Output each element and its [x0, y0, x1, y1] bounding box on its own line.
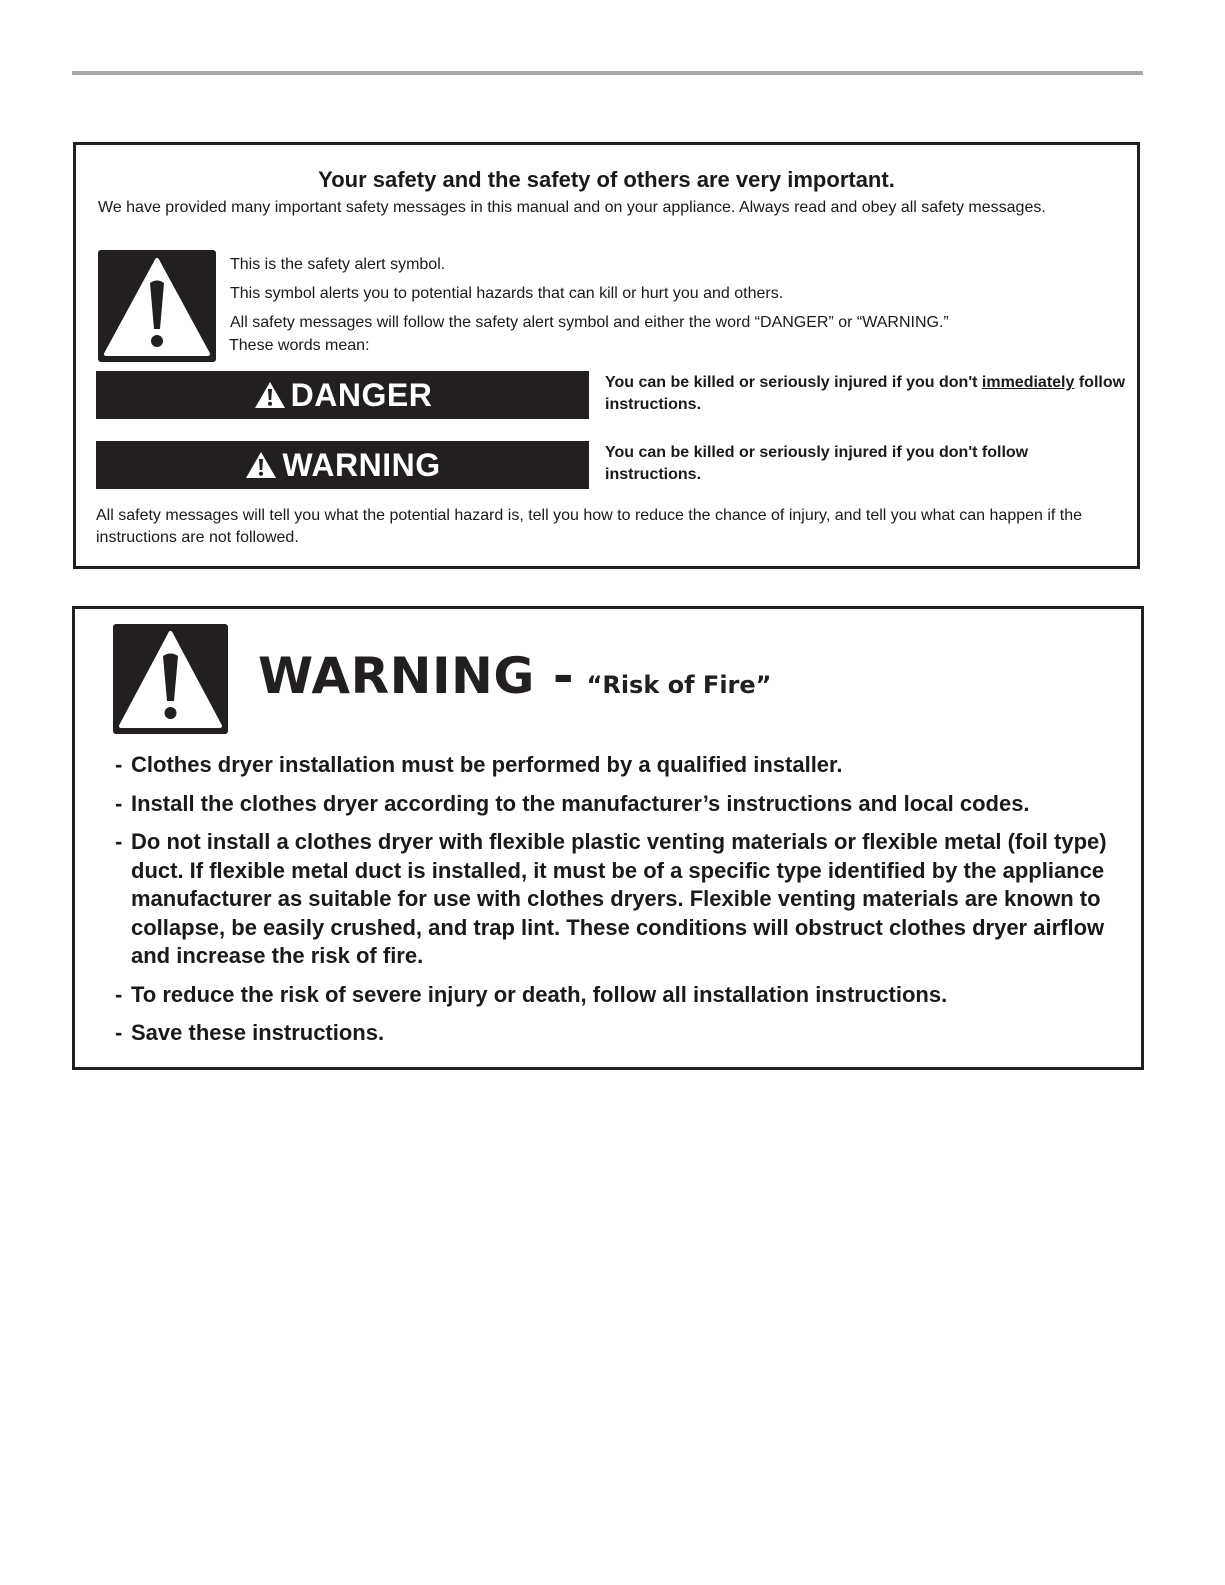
warning-signal-bar: [96, 441, 589, 489]
danger-text: You can be killed or seriously injured if you don't: [605, 374, 982, 391]
warning-subheading: “Risk of Fire”: [586, 671, 772, 699]
fire-warning-box: [72, 606, 1144, 1070]
warning-label: WARNING: [282, 446, 441, 483]
dash: -: [115, 1020, 123, 1045]
list-item: [115, 1019, 1125, 1048]
safety-box-intro: We have provided many important safety messages in this manual and on your appliance. Always read and obey all safety messages.: [98, 199, 1046, 216]
dash: -: [115, 829, 123, 854]
safety-box-outro: All safety messages will tell you what the potential hazard is, tell you how to reduce the chance of injury, and tell you what can happen if the instructions are not followed.: [96, 507, 1083, 546]
safety-alert-icon: [113, 624, 228, 734]
dash: -: [115, 981, 123, 1007]
symbol-line: These words mean:: [229, 337, 370, 354]
danger-text-end: follow instructions.: [605, 374, 1126, 413]
list-item-text: Do not install a clothes dryer with flexible plastic venting materials or flexible metal (foil type) duct. If flexible metal duct is installed, it must be of a specific type identified by the appliance manufacturer as suitable for use with clothes dryers. Flexible venting materials are known to collapse, be easily crushed, and trap lint. These conditions will obstruct clothes dryer airflow and increase the risk of fire.: [131, 829, 1107, 968]
list-item-text: Save these instructions.: [131, 1020, 385, 1045]
dash: -: [115, 752, 123, 777]
safety-box-title: Your safety and the safety of others are very important.: [318, 167, 895, 192]
list-item: [115, 790, 1125, 819]
alert-triangle-icon: [253, 380, 287, 410]
symbol-line: All safety messages will follow the safety alert symbol and either the word “DANGER” or “WARNING.”: [230, 314, 949, 331]
fire-warning-title: [258, 647, 771, 705]
safety-info-box: [73, 142, 1140, 569]
list-item-text: To reduce the risk of severe injury or death, follow all installation instructions.: [131, 981, 948, 1007]
list-item: [115, 981, 1125, 1010]
safety-alert-icon: [98, 250, 216, 362]
symbol-line: This symbol alerts you to potential hazards that can kill or hurt you and others.: [230, 285, 784, 302]
warning-heading: WARNING -: [258, 647, 575, 705]
danger-label: DANGER: [290, 376, 433, 413]
danger-signal-bar: [96, 371, 589, 419]
list-item: [115, 828, 1125, 971]
alert-triangle-icon: [244, 450, 278, 480]
list-item: [115, 751, 1125, 780]
fire-warning-list: [115, 751, 1125, 1058]
top-rule: [72, 71, 1143, 75]
danger-meaning: [605, 372, 1135, 416]
symbol-line: This is the safety alert symbol.: [230, 256, 446, 273]
danger-text-emphasis: immediately: [981, 374, 1075, 391]
list-item-text: Clothes dryer installation must be performed by a qualified installer.: [131, 752, 843, 777]
warning-meaning: You can be killed or seriously injured if you don't follow instructions.: [605, 444, 1029, 483]
dash: -: [115, 790, 123, 816]
list-item-text: Install the clothes dryer according to the manufacturer’s instructions and local codes.: [131, 790, 1030, 816]
